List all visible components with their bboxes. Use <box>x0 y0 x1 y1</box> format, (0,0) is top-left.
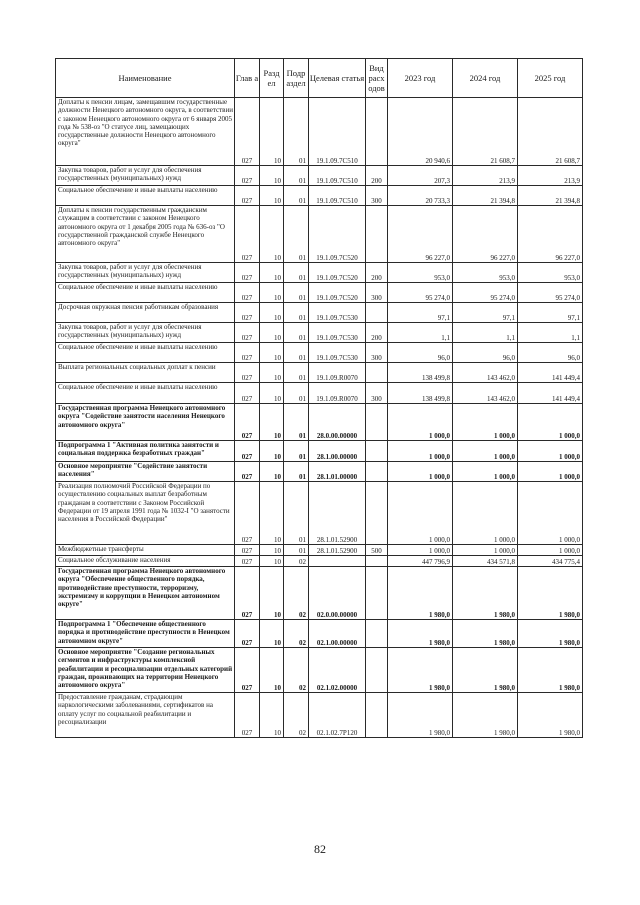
table-cell-2024: 1 980,0 <box>453 693 518 738</box>
table-cell-2023: 207,3 <box>388 166 453 186</box>
table-cell-razdel: 10 <box>260 283 284 303</box>
table-cell-target: 19.1.09.7С510 <box>309 166 366 186</box>
header-target: Целевая статья <box>309 59 366 98</box>
table-cell-2025: 141 449,4 <box>518 363 583 383</box>
table-cell-name: Основное мероприятие "Создание региональных сегментов и инфраструктуры комплексной реабилитации и ресоциализации отдельных категорий граждан, проживающих на территории Ненецкого автономного округа" <box>56 648 235 693</box>
table-cell-2025: 1 980,0 <box>518 693 583 738</box>
table-row <box>56 98 583 166</box>
table-cell-vid <box>366 206 388 263</box>
table-cell-vid: 300 <box>366 283 388 303</box>
table-cell-vid: 500 <box>366 545 388 556</box>
table-cell-razdel: 10 <box>260 263 284 283</box>
table-cell-2024: 1 000,0 <box>453 441 518 462</box>
table-cell-2025: 95 274,0 <box>518 283 583 303</box>
table-cell-podrazdel: 01 <box>284 283 309 303</box>
table-cell-podrazdel: 01 <box>284 462 309 482</box>
table-cell-2023: 95 274,0 <box>388 283 453 303</box>
table-cell-2023: 96 227,0 <box>388 206 453 263</box>
table-row <box>56 263 583 283</box>
table-cell-vid <box>366 648 388 693</box>
table-cell-2023: 138 499,8 <box>388 363 453 383</box>
table-cell-2023: 1 980,0 <box>388 648 453 693</box>
table-cell-glava: 027 <box>235 186 260 206</box>
table-cell-glava: 027 <box>235 166 260 186</box>
table-row <box>56 462 583 482</box>
table-cell-target: 19.1.09.7С530 <box>309 323 366 343</box>
table-cell-2025: 213,9 <box>518 166 583 186</box>
table-cell-target: 19.1.09.R0070 <box>309 383 366 404</box>
table-cell-target: 19.1.09.7С530 <box>309 303 366 323</box>
table-cell-2025: 434 775,4 <box>518 556 583 567</box>
table-cell-target: 28.1.01.52900 <box>309 482 366 545</box>
table-cell-glava: 027 <box>235 404 260 441</box>
table-cell-2024: 143 462,0 <box>453 383 518 404</box>
table-cell-2025: 1 980,0 <box>518 648 583 693</box>
table-cell-razdel: 10 <box>260 363 284 383</box>
table-cell-vid: 200 <box>366 323 388 343</box>
header-2024: 2024 год <box>453 59 518 98</box>
table-cell-podrazdel: 02 <box>284 556 309 567</box>
table-cell-vid <box>366 363 388 383</box>
budget-table <box>55 58 583 738</box>
header-name: Наименование <box>56 59 235 98</box>
header-glava: Глав а <box>235 59 260 98</box>
header-2023: 2023 год <box>388 59 453 98</box>
table-cell-target <box>309 556 366 567</box>
table-cell-podrazdel: 01 <box>284 363 309 383</box>
table-cell-podrazdel: 01 <box>284 263 309 283</box>
table-cell-2024: 97,1 <box>453 303 518 323</box>
table-cell-target: 02.1.02.00000 <box>309 648 366 693</box>
header-vid: Вид расх одов <box>366 59 388 98</box>
table-cell-2024: 1 980,0 <box>453 567 518 620</box>
table-cell-name: Социальное обеспечение и иные выплаты населению <box>56 186 235 206</box>
table-cell-2024: 1 980,0 <box>453 620 518 648</box>
table-cell-target: 19.1.09.7С520 <box>309 263 366 283</box>
table-cell-podrazdel: 01 <box>284 186 309 206</box>
table-cell-glava: 027 <box>235 383 260 404</box>
table-cell-razdel: 10 <box>260 186 284 206</box>
table-cell-vid <box>366 567 388 620</box>
table-cell-2024: 434 571,8 <box>453 556 518 567</box>
table-cell-name: Закупка товаров, работ и услуг для обеспечения государственных (муниципальных) нужд <box>56 166 235 186</box>
table-cell-razdel: 10 <box>260 441 284 462</box>
table-cell-target: 28.1.00.00000 <box>309 441 366 462</box>
table-cell-2024: 1 000,0 <box>453 404 518 441</box>
table-row <box>56 166 583 186</box>
table-cell-podrazdel: 01 <box>284 98 309 166</box>
header-2025: 2025 год <box>518 59 583 98</box>
table-cell-glava: 027 <box>235 283 260 303</box>
table-row <box>56 283 583 303</box>
table-cell-2025: 21 608,7 <box>518 98 583 166</box>
page-number: 82 <box>314 842 326 856</box>
table-cell-podrazdel: 01 <box>284 441 309 462</box>
table-cell-vid: 300 <box>366 343 388 363</box>
table-cell-2023: 97,1 <box>388 303 453 323</box>
table-cell-2025: 1 000,0 <box>518 441 583 462</box>
table-cell-2024: 95 274,0 <box>453 283 518 303</box>
table-cell-name: Социальное обслуживание населения <box>56 556 235 567</box>
table-cell-razdel: 10 <box>260 620 284 648</box>
table-cell-2023: 20 940,6 <box>388 98 453 166</box>
table-row <box>56 648 583 693</box>
table-cell-name: Государственная программа Ненецкого автономного округа "Обеспечение общественного порядка, противодействие преступности, терроризму, экстремизму и коррупции в Ненецком автономном округе" <box>56 567 235 620</box>
table-cell-podrazdel: 01 <box>284 323 309 343</box>
table-cell-podrazdel: 01 <box>284 206 309 263</box>
table-cell-razdel: 10 <box>260 482 284 545</box>
table-cell-razdel: 10 <box>260 693 284 738</box>
table-cell-2024: 143 462,0 <box>453 363 518 383</box>
table-cell-glava: 027 <box>235 323 260 343</box>
table-cell-glava: 027 <box>235 98 260 166</box>
table-cell-glava: 027 <box>235 545 260 556</box>
table-body <box>56 98 583 738</box>
table-row <box>56 206 583 263</box>
table-cell-2023: 447 796,9 <box>388 556 453 567</box>
table-cell-vid <box>366 404 388 441</box>
table-cell-2025: 1 980,0 <box>518 567 583 620</box>
table-cell-2024: 21 608,7 <box>453 98 518 166</box>
table-cell-podrazdel: 01 <box>284 482 309 545</box>
table-cell-podrazdel: 01 <box>284 404 309 441</box>
table-cell-razdel: 10 <box>260 404 284 441</box>
table-cell-target: 02.1.02.7Р120 <box>309 693 366 738</box>
table-cell-vid <box>366 462 388 482</box>
table-cell-podrazdel: 01 <box>284 343 309 363</box>
table-cell-2023: 1 000,0 <box>388 462 453 482</box>
table-cell-target: 19.1.09.7С520 <box>309 206 366 263</box>
table-cell-name: Доплаты к пенсии лицам, замещавшим государственные должности Ненецкого автономного округа, в соответствии с законом Ненецкого автономного округа от 6 января 2005 года № 538-оз "О статусе лиц, замещающих государственные должности Ненецкого автономного округа" <box>56 98 235 166</box>
table-cell-target: 02.1.00.00000 <box>309 620 366 648</box>
table-row <box>56 556 583 567</box>
table-cell-2023: 96,0 <box>388 343 453 363</box>
table-row <box>56 620 583 648</box>
table-cell-2023: 138 499,8 <box>388 383 453 404</box>
table-cell-2025: 96 227,0 <box>518 206 583 263</box>
table-cell-razdel: 10 <box>260 462 284 482</box>
table-cell-2025: 21 394,8 <box>518 186 583 206</box>
table-cell-target: 19.1.09.7С520 <box>309 283 366 303</box>
table-cell-name: Социальное обеспечение и иные выплаты населению <box>56 383 235 404</box>
table-cell-podrazdel: 02 <box>284 693 309 738</box>
table-cell-name: Государственная программа Ненецкого автономного округа "Содействие занятости населения Ненецкого автономного округа" <box>56 404 235 441</box>
table-row <box>56 482 583 545</box>
table-cell-2024: 21 394,8 <box>453 186 518 206</box>
table-row <box>56 404 583 441</box>
table-row <box>56 343 583 363</box>
table-cell-2023: 1 980,0 <box>388 620 453 648</box>
table-cell-razdel: 10 <box>260 545 284 556</box>
table-cell-2024: 1 980,0 <box>453 648 518 693</box>
table-cell-2023: 1 980,0 <box>388 567 453 620</box>
table-cell-target: 19.1.09.R0070 <box>309 363 366 383</box>
header-razdel: Разд ел <box>260 59 284 98</box>
table-cell-razdel: 10 <box>260 648 284 693</box>
table-cell-name: Закупка товаров, работ и услуг для обеспечения государственных (муниципальных) нужд <box>56 263 235 283</box>
table-row <box>56 383 583 404</box>
table-cell-2023: 1 000,0 <box>388 404 453 441</box>
table-cell-name: Доплаты к пенсии государственным гражданским служащим в соответствии с законом Ненецкого автономного округа от 1 декабря 2005 года № 636-оз "О государственной гражданской службе Ненецкого автономного округа" <box>56 206 235 263</box>
table-cell-vid <box>366 620 388 648</box>
table-cell-2025: 96,0 <box>518 343 583 363</box>
table-cell-2024: 96,0 <box>453 343 518 363</box>
table-cell-glava: 027 <box>235 556 260 567</box>
table-cell-vid <box>366 441 388 462</box>
table-cell-razdel: 10 <box>260 323 284 343</box>
table-cell-name: Реализация полномочий Российской Федерации по осуществлению социальных выплат безработным гражданам в соответствии с Законом Российской Федерации от 19 апреля 1991 года № 1032-I "О занятости населения в Российской Федерации" <box>56 482 235 545</box>
table-cell-name: Досрочная окружная пенсия работникам образования <box>56 303 235 323</box>
table-cell-vid <box>366 556 388 567</box>
table-cell-razdel: 10 <box>260 206 284 263</box>
table-row <box>56 441 583 462</box>
table-cell-name: Межбюджетные трансферты <box>56 545 235 556</box>
table-cell-target: 28.1.01.52900 <box>309 545 366 556</box>
table-cell-2025: 141 449,4 <box>518 383 583 404</box>
table-cell-2025: 1 000,0 <box>518 404 583 441</box>
table-cell-2023: 20 733,3 <box>388 186 453 206</box>
table-cell-vid <box>366 303 388 323</box>
table-cell-podrazdel: 01 <box>284 166 309 186</box>
table-row <box>56 186 583 206</box>
table-cell-2025: 1 000,0 <box>518 462 583 482</box>
table-cell-vid: 200 <box>366 166 388 186</box>
table-cell-glava: 027 <box>235 620 260 648</box>
table-cell-glava: 027 <box>235 567 260 620</box>
table-cell-glava: 027 <box>235 363 260 383</box>
table-cell-glava: 027 <box>235 441 260 462</box>
table-cell-glava: 027 <box>235 693 260 738</box>
table-cell-2025: 953,0 <box>518 263 583 283</box>
table-cell-2025: 1 000,0 <box>518 545 583 556</box>
table-cell-2025: 1 980,0 <box>518 620 583 648</box>
table-cell-glava: 027 <box>235 648 260 693</box>
table-cell-name: Выплата региональных социальных доплат к пенсии <box>56 363 235 383</box>
table-cell-name: Закупка товаров, работ и услуг для обеспечения государственных (муниципальных) нужд <box>56 323 235 343</box>
table-row <box>56 545 583 556</box>
table-cell-glava: 027 <box>235 482 260 545</box>
table-cell-razdel: 10 <box>260 303 284 323</box>
table-cell-glava: 027 <box>235 206 260 263</box>
table-row <box>56 303 583 323</box>
table-cell-vid <box>366 482 388 545</box>
table-cell-target: 19.1.09.7С510 <box>309 186 366 206</box>
table-cell-name: Социальное обеспечение и иные выплаты населению <box>56 283 235 303</box>
header-row <box>56 59 583 98</box>
table-cell-name: Социальное обеспечение и иные выплаты населению <box>56 343 235 363</box>
table-cell-razdel: 10 <box>260 567 284 620</box>
table-cell-2024: 213,9 <box>453 166 518 186</box>
table-cell-podrazdel: 01 <box>284 303 309 323</box>
table-cell-name: Подпрограмма 1 "Активная политика занятости и социальная поддержка безработных граждан" <box>56 441 235 462</box>
table-cell-razdel: 10 <box>260 343 284 363</box>
header-podrazdel: Подр аздел <box>284 59 309 98</box>
table-cell-2023: 1 000,0 <box>388 482 453 545</box>
table-cell-2024: 1 000,0 <box>453 545 518 556</box>
table-cell-2024: 1 000,0 <box>453 462 518 482</box>
table-cell-2024: 953,0 <box>453 263 518 283</box>
table-cell-2023: 1 980,0 <box>388 693 453 738</box>
table-cell-vid <box>366 98 388 166</box>
table-cell-target: 19.1.09.7С510 <box>309 98 366 166</box>
table-row <box>56 693 583 738</box>
table-cell-2025: 1,1 <box>518 323 583 343</box>
table-row <box>56 363 583 383</box>
table-cell-target: 02.0.00.00000 <box>309 567 366 620</box>
table-cell-podrazdel: 02 <box>284 648 309 693</box>
table-cell-target: 28.1.01.00000 <box>309 462 366 482</box>
table-cell-razdel: 10 <box>260 556 284 567</box>
table-cell-target: 28.0.00.00000 <box>309 404 366 441</box>
table-cell-vid: 300 <box>366 186 388 206</box>
table-cell-vid <box>366 693 388 738</box>
table-cell-name: Основное мероприятие "Содействие занятости населения" <box>56 462 235 482</box>
table-cell-name: Подпрограмма 1 "Обеспечение общественного порядка и противодействие преступности в Ненецком автономном округе" <box>56 620 235 648</box>
table-cell-2023: 1,1 <box>388 323 453 343</box>
table-cell-2024: 1 000,0 <box>453 482 518 545</box>
table-cell-vid: 300 <box>366 383 388 404</box>
table-cell-2023: 953,0 <box>388 263 453 283</box>
table-cell-vid: 200 <box>366 263 388 283</box>
table-cell-podrazdel: 02 <box>284 567 309 620</box>
table-cell-podrazdel: 02 <box>284 620 309 648</box>
table-cell-podrazdel: 01 <box>284 383 309 404</box>
table-cell-2025: 97,1 <box>518 303 583 323</box>
table-cell-target: 19.1.09.7С530 <box>309 343 366 363</box>
table-cell-2023: 1 000,0 <box>388 545 453 556</box>
table-cell-glava: 027 <box>235 462 260 482</box>
table-row <box>56 567 583 620</box>
table-cell-2024: 96 227,0 <box>453 206 518 263</box>
table-cell-podrazdel: 01 <box>284 545 309 556</box>
table-cell-glava: 027 <box>235 303 260 323</box>
table-cell-glava: 027 <box>235 263 260 283</box>
table-cell-2024: 1,1 <box>453 323 518 343</box>
table-cell-razdel: 10 <box>260 98 284 166</box>
table-row <box>56 323 583 343</box>
table-cell-2025: 1 000,0 <box>518 482 583 545</box>
table-cell-glava: 027 <box>235 343 260 363</box>
table-cell-razdel: 10 <box>260 166 284 186</box>
table-cell-2023: 1 000,0 <box>388 441 453 462</box>
table-cell-razdel: 10 <box>260 383 284 404</box>
table-cell-name: Предоставление гражданам, страдающим наркологическими заболеваниями, сертификатов на оплату услуг по социальной реабилитации и ресоциализации <box>56 693 235 738</box>
